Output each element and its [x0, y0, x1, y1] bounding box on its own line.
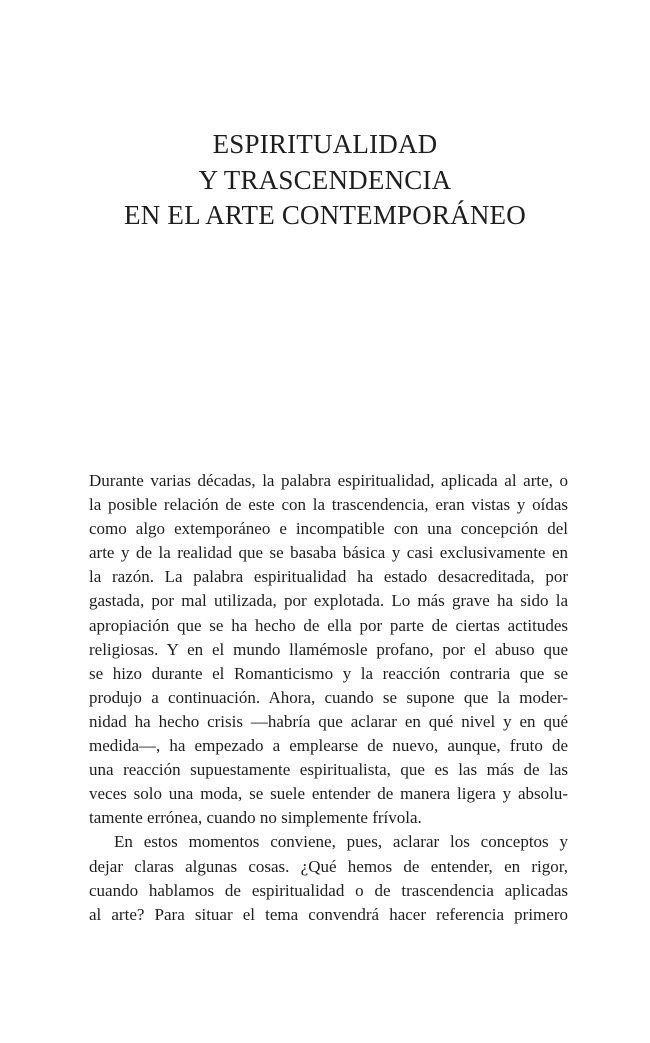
paragraph [89, 469, 568, 830]
text-line: al arte? Para situar el tema convendrá hacer referencia primero [89, 904, 568, 924]
text-line: cuando hablamos de espiritualidad o de trascendencia aplicadas [89, 880, 568, 900]
body-text [89, 469, 568, 927]
text-line: se hizo durante el Romanticismo y la reacción contraria que se [89, 663, 568, 683]
text-line: apropiación que se ha hecho de ella por parte de ciertas actitudes [89, 615, 568, 635]
text-line: medida—, ha empezado a emplearse de nuevo, aunque, fruto de [89, 736, 568, 756]
paragraph [89, 830, 568, 926]
chapter-title-line: EN EL ARTE CONTEMPORÁNEO [124, 200, 526, 230]
text-line: produjo a continuación. Ahora, cuando se supone que la moder- [89, 687, 568, 707]
chapter-title-line: ESPIRITUALIDAD [212, 129, 438, 159]
text-line: En estos momentos conviene, pues, aclarar los conceptos y [114, 832, 568, 852]
text-line: la posible relación de este con la trascendencia, eran vistas y oídas [89, 495, 568, 515]
text-line: nidad ha hecho crisis —habría que aclarar en qué nivel y en qué [89, 711, 568, 731]
chapter-title [0, 127, 650, 234]
text-line: gastada, por mal utilizada, por explotada. Lo más grave ha sido la [89, 591, 568, 611]
chapter-title-line: Y TRASCENDENCIA [198, 164, 452, 195]
text-line: como algo extemporáneo e incompatible con una concepción del [89, 519, 568, 539]
text-line: una reacción supuestamente espiritualista, que es las más de las [89, 760, 568, 780]
text-line: la razón. La palabra espiritualidad ha estado desacreditada, por [89, 567, 568, 587]
text-line: arte y de la realidad que se basaba básica y casi exclusivamente en [89, 543, 568, 563]
text-line: tamente errónea, cuando no simplemente frívola. [89, 808, 422, 828]
text-line: veces solo una moda, se suele entender de manera ligera y absolu- [89, 784, 568, 804]
text-line: dejar claras algunas cosas. ¿Qué hemos de entender, en rigor, [89, 856, 568, 876]
text-line: religiosas. Y en el mundo llamémosle profano, por el abuso que [89, 639, 568, 659]
text-line: Durante varias décadas, la palabra espiritualidad, aplicada al arte, o [89, 471, 568, 490]
